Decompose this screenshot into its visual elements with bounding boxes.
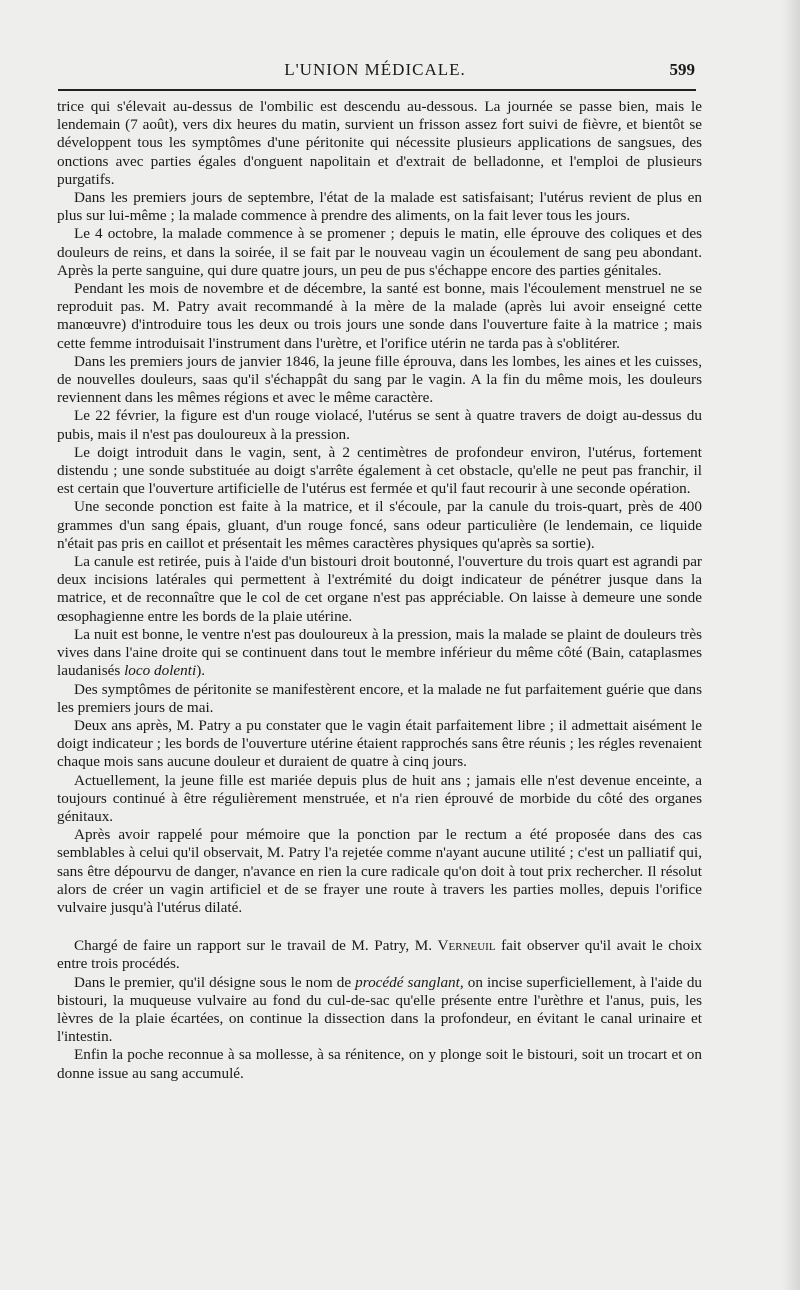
paragraph bbox=[57, 225, 702, 280]
paragraph bbox=[57, 407, 702, 443]
italic-phrase: loco dolenti bbox=[124, 662, 197, 680]
paragraph-text: Actuellement, la jeune fille est mariée depuis plus de huit ans ; jamais elle n'est devenue enceinte, a toujours continué à être régulièrement menstruée, et n'a rien éprouvé de morbide du côté des organes génitaux. bbox=[57, 771, 702, 825]
paragraph-text: Dans les premiers jours de janvier 1846, la jeune fille éprouva, dans les lombes, les aines et les cuisses, de nouvelles douleurs, saas qu'il s'échappât du sang par le vagin. A la fin du même mois, les douleurs reviennent dans les mêmes régions et avec le même caractère. bbox=[57, 352, 702, 407]
paragraph-tail: on incise superficiellement, à l'aide du bistouri, la muqueuse vulvaire au fond du cul-de-sac qu'elle présente entre l'urèthre et l'anus, puis, les lèvres de la plaie écartées, on continue la dissection dans la profondeur, en évitant le canal urinaire et l'intestin. bbox=[57, 973, 703, 1046]
paragraph-text: Chargé de faire un rapport sur le travail de M. Patry, M. bbox=[74, 937, 438, 955]
paragraph bbox=[57, 937, 702, 973]
paragraph-tail: fait observer qu'il avait le choix entre trois procédés. bbox=[57, 937, 702, 973]
paragraph-text: Pendant les mois de novembre et de décembre, la santé est bonne, mais l'écoulement menstruel ne se reproduit pas. M. Patry avait recommandé à la mère de la malade (après lui avoir enseigné cette manœuvre) d'introduire tous les deux ou trois jours une sonde dans l'ouverture faite à la matrice ; mais cette femme introduisait l'instrument dans l'urètre, et l'orifice utérin ne tarda pas à s'oblitérer. bbox=[57, 280, 702, 352]
header-rule bbox=[58, 89, 696, 91]
paragraph-text: Une seconde ponction est faite à la matrice, et il s'écoule, par la canule du trois-quart, près de 400 grammes d'un sang épais, gluant, d'un rouge foncé, sans odeur particulière (le lendemain, ce liquide n'était pas pris en caillot et présentait les mêmes caractères physiques qu'après sa sortie). bbox=[57, 498, 702, 552]
paragraph-text: Le doigt introduit dans le vagin, sent, à 2 centimètres de profondeur environ, l'utérus, fortement distendu ; une sonde substituée au doigt s'arrête également à cet obstacle, qu'elle ne peut pas franchir, il est certain que l'ouverture artificielle de l'utérus est fermée et qu'il faut recourir à une seconde opération. bbox=[57, 443, 702, 498]
paragraph-text: Des symptômes de péritonite se manifestèrent encore, et la malade ne fut parfaitement guérie que dans les premiers jours de mai. bbox=[57, 680, 702, 716]
paragraph bbox=[57, 498, 702, 553]
paragraph-tail: ). bbox=[196, 662, 206, 680]
paragraph bbox=[57, 626, 702, 681]
paragraph-text: Dans le premier, qu'il désigne sous le nom de bbox=[74, 973, 356, 991]
paragraph-text: Enfin la poche reconnue à sa mollesse, à sa rénitence, on y plonge soit le bistouri, soit un trocart et on donne issue au sang accumulé. bbox=[57, 1046, 702, 1082]
paragraph-text: Le 22 février, la figure est d'un rouge violacé, l'utérus se sent à quatre travers de doigt au-dessus du pubis, mais il n'est pas douloureux à la pression. bbox=[57, 407, 702, 443]
paragraph-text: La canule est retirée, puis à l'aide d'un bistouri droit boutonné, l'ouverture du trois quart est agrandi par deux incisions latérales qui permettent à l'extrémité du doigt indicateur de pénétrer jusque dans la matrice, et de reconnaître que le col de cet organe n'est pas appréciable. On laisse à demeure une sonde œsophagienne entre les bords de la plaie utérine. bbox=[57, 553, 702, 625]
page-edge-shadow bbox=[782, 0, 800, 1290]
paragraph bbox=[57, 717, 702, 772]
paragraph-text: Après avoir rappelé pour mémoire que la ponction par le rectum a été proposée dans des cas semblables à celui qu'il observait, M. Patry l'a rejetée comme n'ayant aucune utilité ; c'est un palliatif qui, sans être dépourvu de danger, n'avance en rien la cure radicale qu'on doit à tout prix rechercher. Il résolut alors de créer un vagin artificiel et de se frayer une route à travers les parties molles, depuis l'orifice vulvaire jusqu'à l'utérus dilaté. bbox=[57, 826, 702, 916]
author-name: Verneuil bbox=[437, 937, 496, 955]
paragraph bbox=[57, 1046, 702, 1082]
paragraph bbox=[57, 353, 702, 408]
italic-phrase: procédé sanglant, bbox=[355, 973, 464, 991]
paragraph bbox=[57, 189, 702, 225]
paragraph bbox=[57, 772, 702, 827]
paragraph bbox=[57, 681, 702, 717]
running-title: L'UNION MÉDICALE. bbox=[284, 60, 466, 79]
paragraph bbox=[57, 280, 702, 353]
paragraph-text: Le 4 octobre, la malade commence à se promener ; depuis le matin, elle éprouve des coliques et des douleurs de reins, et dans la soirée, il se fait par le nouveau vagin un écoulement de sang peu abondant. Après la perte sanguine, qui dure quatre jours, un peu de pus s'échappe encore des parties génitales. bbox=[57, 225, 702, 279]
article-body bbox=[57, 98, 702, 1083]
paragraph-text: Deux ans après, M. Patry a pu constater que le vagin était parfaitement libre ; il admettait aisément le doigt indicateur ; les bords de l'ouverture utérine étaient rapprochés sans être réunis ; les régles revenaient chaque mois sans aucune douleur et duraient de quatre à cinq jours. bbox=[57, 716, 702, 771]
paragraph-text: Dans les premiers jours de septembre, l'état de la malade est satisfaisant; l'utérus revient de plus en plus sur lui-même ; la malade commence à prendre des aliments, on la fait lever tous les jours. bbox=[57, 189, 702, 225]
paragraph-text: La nuit est bonne, le ventre n'est pas douloureux à la pression, mais la malade se plaint de douleurs très vives dans l'aine droite qui se continuent dans tout le membre inférieur du même côté (Bain, cataplasmes laudanisés bbox=[57, 625, 702, 680]
page-number: 599 bbox=[669, 60, 695, 79]
page-header bbox=[55, 58, 695, 84]
paragraph-text: trice qui s'élevait au-dessus de l'ombilic est descendu au-dessous. La journée se passe bien, mais le lendemain (7 août), vers dix heures du matin, survient un frisson assez fort suivi de fièvre, et bientôt se développent tous les symptômes d'une péritonite qui nécessite plusieurs applications de sangsues, des onctions avec parties égales d'onguent napolitain et d'extrait de belladonne, et l'emploi de plusieurs purgatifs. bbox=[57, 98, 702, 188]
paragraph bbox=[57, 826, 702, 917]
paragraph bbox=[57, 974, 702, 1047]
paragraph bbox=[57, 444, 702, 499]
paragraph bbox=[57, 553, 702, 626]
paragraph bbox=[57, 98, 702, 189]
